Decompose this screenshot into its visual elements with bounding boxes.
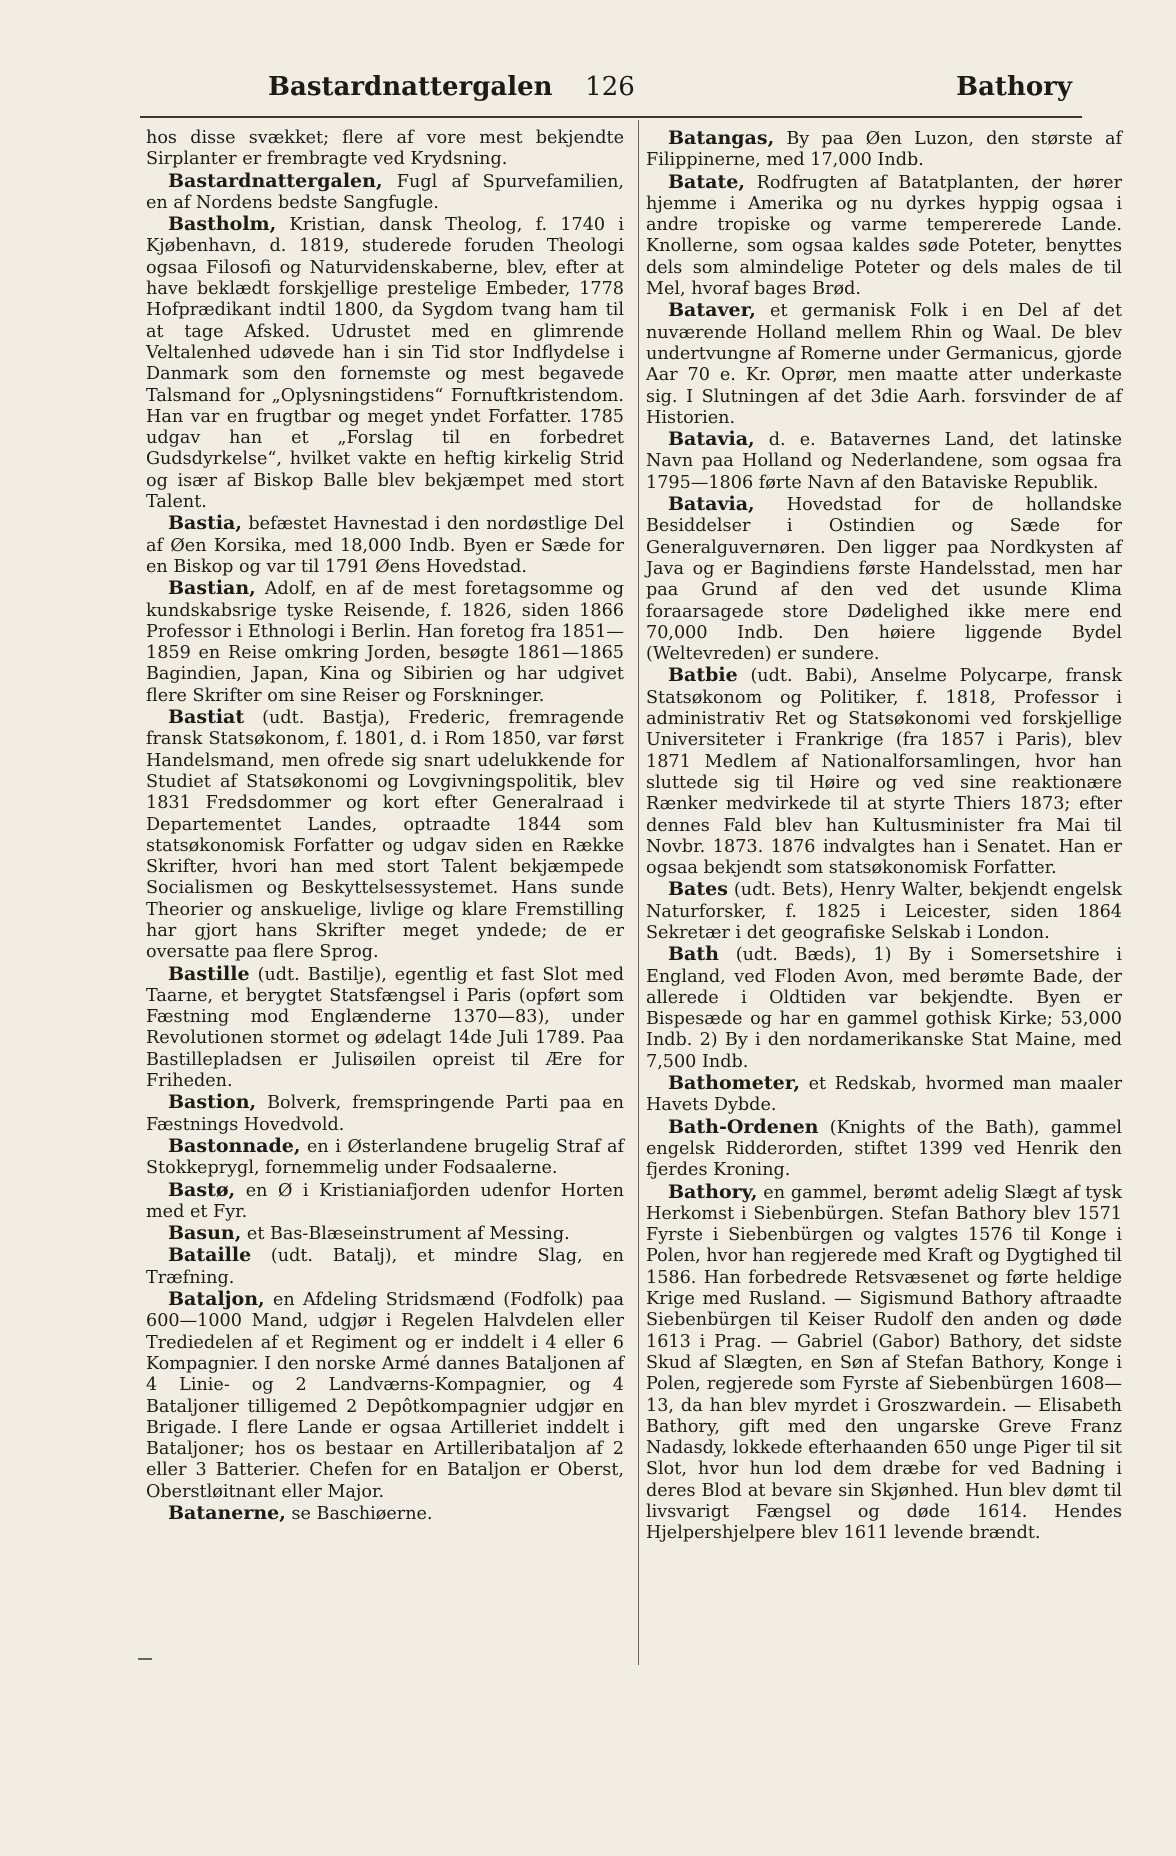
dictionary-entry xyxy=(146,1503,624,1525)
entry-headword: Batavia, xyxy=(668,428,755,451)
entry-text: (udt. Bastilje), egentlig et fast Slot med Taarne, et berygtet Statsfængsel i Paris (opført som Fæstning mod Englænderne 1370—83), under Revolutionen stormet og ødelagt 14de Juli 1789. Paa Bastillepladsen er Julisøilen opreist til Ære for Friheden. xyxy=(146,964,625,1092)
entry-text: d. e. Batavernes Land, det latinske Navn paa Holland og Nederlandene, som ogsaa fra 1795—1806 førte Navn af den Bataviske Republik. xyxy=(646,430,1123,493)
entry-text: se Baschiøerne. xyxy=(291,1504,433,1524)
dictionary-entry xyxy=(146,128,624,171)
entry-text: (udt. Babi), Anselme Polycarpe, fransk Statsøkonom og Politiker, f. 1818, Professor i administrativ Ret og Statsøkonomi ved forskjellige Universiteter i Frankrige (fra 1857 i Paris), blev 1871 Medlem af Nationalforsamlingen, hvor han sluttede sig til Høire og ved sine reaktionære Rænker medvirkede til at styrte Thiers 1873; efter dennes Fald blev han Kultusminister fra Mai til Novbr. 1873. 1876 indvalgtes han i Senatet. Han er ogsaa bekjendt som statsøkonomisk Forfatter. xyxy=(646,666,1122,879)
dictionary-entry xyxy=(646,172,1122,301)
entry-headword: Bath xyxy=(668,943,719,966)
dictionary-entry xyxy=(646,429,1122,494)
dictionary-entry xyxy=(146,578,624,707)
dictionary-entry xyxy=(646,944,1122,1073)
entry-headword: Bastiat xyxy=(168,706,245,729)
margin-mark xyxy=(138,1658,152,1660)
entry-headword: Bastø, xyxy=(168,1178,236,1201)
dictionary-entry xyxy=(646,128,1122,172)
entry-headword: Bathory, xyxy=(668,1180,758,1203)
entry-headword: Bastonnade, xyxy=(168,1134,301,1157)
entry-headword: Bataille xyxy=(168,1244,252,1267)
dictionary-entry xyxy=(646,665,1122,879)
dictionary-entry xyxy=(646,300,1122,429)
entry-headword: Bastia, xyxy=(168,512,242,535)
entry-text: et Redskab, hvormed man maaler Havets Dybde. xyxy=(646,1074,1123,1116)
entry-headword: Batavia, xyxy=(668,493,755,516)
entry-text: en gammel, berømt adelig Slægt af tysk Herkomst i Siebenbürgen. Stefan Bathory blev 1571 Fyrste i Siebenbürgen og valgtes 1576 til Konge i Polen, hvor han regjerede med Kraft og Dygtighed til 1586. Han forbedrede Retsvæsenet og førte heldige Krige med Rusland. — Sigismund Bathory aftraadte Siebenbürgen til Keiser Rudolf den anden og døde 1613 i Prag. — Gabriel (Gabor) Bathory, det sidste Skud af Slægten, en Søn af Stefan Bathory, Konge i Polen, regjerede som Fyrste af Siebenbürgen 1608—13, da han blev myrdet i Groszwardein. — Elisabeth Bathory, gift med den ungarske Greve Franz Nadasdy, lokkede efterhaanden 650 unge Piger til sit Slot, hvor hun lod dem dræbe for ved Badning i deres Blod at bevare sin Skjønhed. Hun blev dømt til livsvarigt Fængsel og døde 1614. Hendes Hjelpershjelpere blev 1611 levende brændt. xyxy=(646,1182,1122,1544)
entry-headword: Batangas, xyxy=(668,127,775,149)
entry-text: (udt. Bæds), 1) By i Somersetshire i England, ved Floden Avon, med berømte Bade, der allerede i Oldtiden var bekjendte. Byen er Bispesæde og har en gammel gothisk Kirke; 53,000 Indb. 2) By i den nordamerikanske Stat Maine, med 7,500 Indb. xyxy=(646,945,1123,1072)
entry-headword: Basun, xyxy=(168,1222,242,1245)
entry-text: hos disse svækket; flere af vore mest bekjendte Sirplanter er frembragte ved Krydsning. xyxy=(146,128,624,170)
dictionary-entry xyxy=(146,1289,624,1503)
entry-text: (Knights of the Bath), gammel engelsk Ridderorden, stiftet 1399 ved Henrik den fjerdes Kroning. xyxy=(646,1117,1122,1181)
entry-headword: Bataljon, xyxy=(168,1288,265,1311)
entry-text: Fugl af Spurvefamilien, en af Nordens bedste Sangfugle. xyxy=(146,171,624,213)
entry-text: (udt. Batalj), et mindre Slag, en Træfning. xyxy=(146,1246,625,1288)
entry-headword: Bath-Ordenen xyxy=(668,1115,819,1138)
dictionary-entry xyxy=(646,1117,1122,1182)
dictionary-entry xyxy=(146,1245,624,1289)
entry-headword: Bataver, xyxy=(668,299,756,322)
header-right-guideword: Bathory xyxy=(956,72,1072,102)
dictionary-entry xyxy=(146,1180,624,1224)
dictionary-entry xyxy=(646,879,1122,944)
entry-headword: Bastian, xyxy=(168,577,256,600)
entry-text: befæstet Havnestad i den nordøstlige Del af Øen Korsika, med 18,000 Indb. Byen er Sæde for en Biskop og var til 1791 Øens Hovedstad. xyxy=(146,514,624,577)
dictionary-entry xyxy=(646,1073,1122,1117)
page-header xyxy=(140,62,1080,112)
entry-text: (udt. Bastja), Frederic, fremragende fransk Statsøkonom, f. 1801, d. i Rom 1850, var først Handelsmand, men ofrede sig snart udelukkende for Studiet af Statsøkonomi og Lovgivningspolitik, blev 1831 Fredsdommer og kort efter Generalraad i Departementet Landes, optraadte 1844 som statsøkonomisk Forfatter og udgav siden en Række Skrifter, hvori han med stort Talent bekjæmpede Socialismen og Beskyttelsessystemet. Hans sunde Theorier og anskuelige, livlige og klare Fremstilling har gjort hans Skrifter meget yndede; de er oversatte paa flere Sprog. xyxy=(146,708,625,963)
column-divider xyxy=(638,120,639,1665)
entry-text: (udt. Bets), Henry Walter, bekjendt engelsk Naturforsker, f. 1825 i Leicester, siden 1864 Sekretær i det geografiske Selskab i London. xyxy=(646,880,1122,943)
left-column xyxy=(146,128,624,1525)
entry-headword: Bastion, xyxy=(168,1091,257,1114)
entry-text: By paa Øen Luzon, den største af Filippinerne, med 17,000 Indb. xyxy=(646,129,1122,171)
entry-text: et Bas-Blæseinstrument af Messing. xyxy=(246,1224,570,1245)
entry-headword: Bates xyxy=(668,878,728,901)
entry-text: Bolverk, fremspringende Parti paa en Fæstnings Hovedvold. xyxy=(146,1093,624,1135)
dictionary-entry xyxy=(146,214,624,513)
entry-text: en Ø i Kristianiafjorden udenfor Horten med et Fyr. xyxy=(146,1180,624,1222)
entry-text: Rodfrugten af Batatplanten, der hører hjemme i Amerika og nu dyrkes hyppig ogsaa i andre tropiske og varme tempererede Lande. Knollerne, som ogsaa kaldes søde Poteter, benyttes dels som almindelige Poteter og dels males de til Mel, hvoraf bages Brød. xyxy=(646,172,1122,300)
entry-text: en i Østerlandene brugelig Straf af Stokkeprygl, fornemmelig under Fodsaalerne. xyxy=(146,1136,624,1179)
dictionary-entry xyxy=(146,171,624,215)
entry-headword: Bathometer, xyxy=(668,1072,800,1095)
entry-text: Hovedstad for de hollandske Besiddelser i Ostindien og Sæde for Generalguvernøren. Den ligger paa Nordkysten af Java og er Bagindiens første Handelsstad, men har paa Grund af den ved det usunde Klima foraarsagede store Dødelighed ikke mere end 70,000 Indb. Den høiere liggende Bydel (Weltevreden) er sundere. xyxy=(646,495,1123,665)
dictionary-entry xyxy=(646,494,1122,665)
right-column xyxy=(646,128,1122,1545)
dictionary-entry xyxy=(146,1223,624,1245)
entry-headword: Batbie xyxy=(668,664,738,687)
entry-headword: Bastille xyxy=(168,962,250,985)
page-number-text: 126 xyxy=(585,72,635,102)
dictionary-entry xyxy=(146,513,624,578)
entry-headword: Bastardnattergalen, xyxy=(168,169,383,192)
dictionary-entry xyxy=(146,1092,624,1136)
dictionary-entry xyxy=(646,1182,1122,1545)
entry-text: Kristian, dansk Theolog, f. 1740 i Kjøbenhavn, d. 1819, studerede foruden Theologi ogsaa Filosofi og Naturvidenskaberne, blev, efter at have beklædt forskjellige prestelige Embeder, 1778 Hofprædikant indtil 1800, da Sygdom tvang ham til at tage Afsked. Udrustet med en glimrende Veltalenhed udøvede han i sin Tid stor Indflydelse i Danmark som den fornemste og mest begavede Talsmand for „Oplysningstidens“ Fornuftkristendom. Han var en frugtbar og meget yndet Forfatter. 1785 udgav han et „Forslag til en forbedret Gudsdyrkelse“, hvilket vakte en heftig kirkelig Strid og især af Biskop Balle blev bekjæmpet med stort Talent. xyxy=(146,215,624,513)
dictionary-entry xyxy=(146,964,624,1093)
entry-text: et germanisk Folk i en Del af det nuværende Holland mellem Rhin og Waal. De blev undertvungne af Romerne under Germanicus, gjorde Aar 70 e. Kr. Oprør, men maatte atter underkaste sig. I Slutningen af det 3die Aarh. forsvinder de af Historien. xyxy=(646,301,1123,428)
dictionary-entry xyxy=(146,1136,624,1180)
entry-text: en Afdeling Stridsmænd (Fodfolk) paa 600—1000 Mand, udgjør i Regelen Halvdelen eller Trediedelen af et Regiment og er inddelt i 4 eller 6 Kompagnier. I den norske Armé dannes Bataljonen af 4 Linie- og 2 Landværns-Kompagnier, og 4 Bataljoner tilligemed 2 Depôtkompagnier udgjør en Brigade. I flere Lande er ogsaa Artilleriet inddelt i Bataljoner; hos os bestaar en Artilleribataljon af 2 eller 3 Batterier. Chefen for en Bataljon er Oberst, Oberstløitnant eller Major. xyxy=(146,1290,624,1502)
dictionary-entry xyxy=(146,707,624,964)
entry-headword: Bastholm, xyxy=(168,213,277,236)
header-rule xyxy=(140,116,1082,118)
entry-headword: Batanerne, xyxy=(168,1502,286,1524)
entry-text: Adolf, en af de mest foretagsomme og kundskabsrige tyske Reisende, f. 1826, siden 1866 Professor i Ethnologi i Berlin. Han foretog fra 1851—1859 en Reise omkring Jorden, besøgte 1861—1865 Bagindien, Japan, Kina og Sibirien og har udgivet flere Skrifter om sine Reiser og Forskninger. xyxy=(146,579,625,706)
header-left-guideword: Bastardnattergalen xyxy=(268,72,553,102)
entry-headword: Batate, xyxy=(668,170,745,193)
